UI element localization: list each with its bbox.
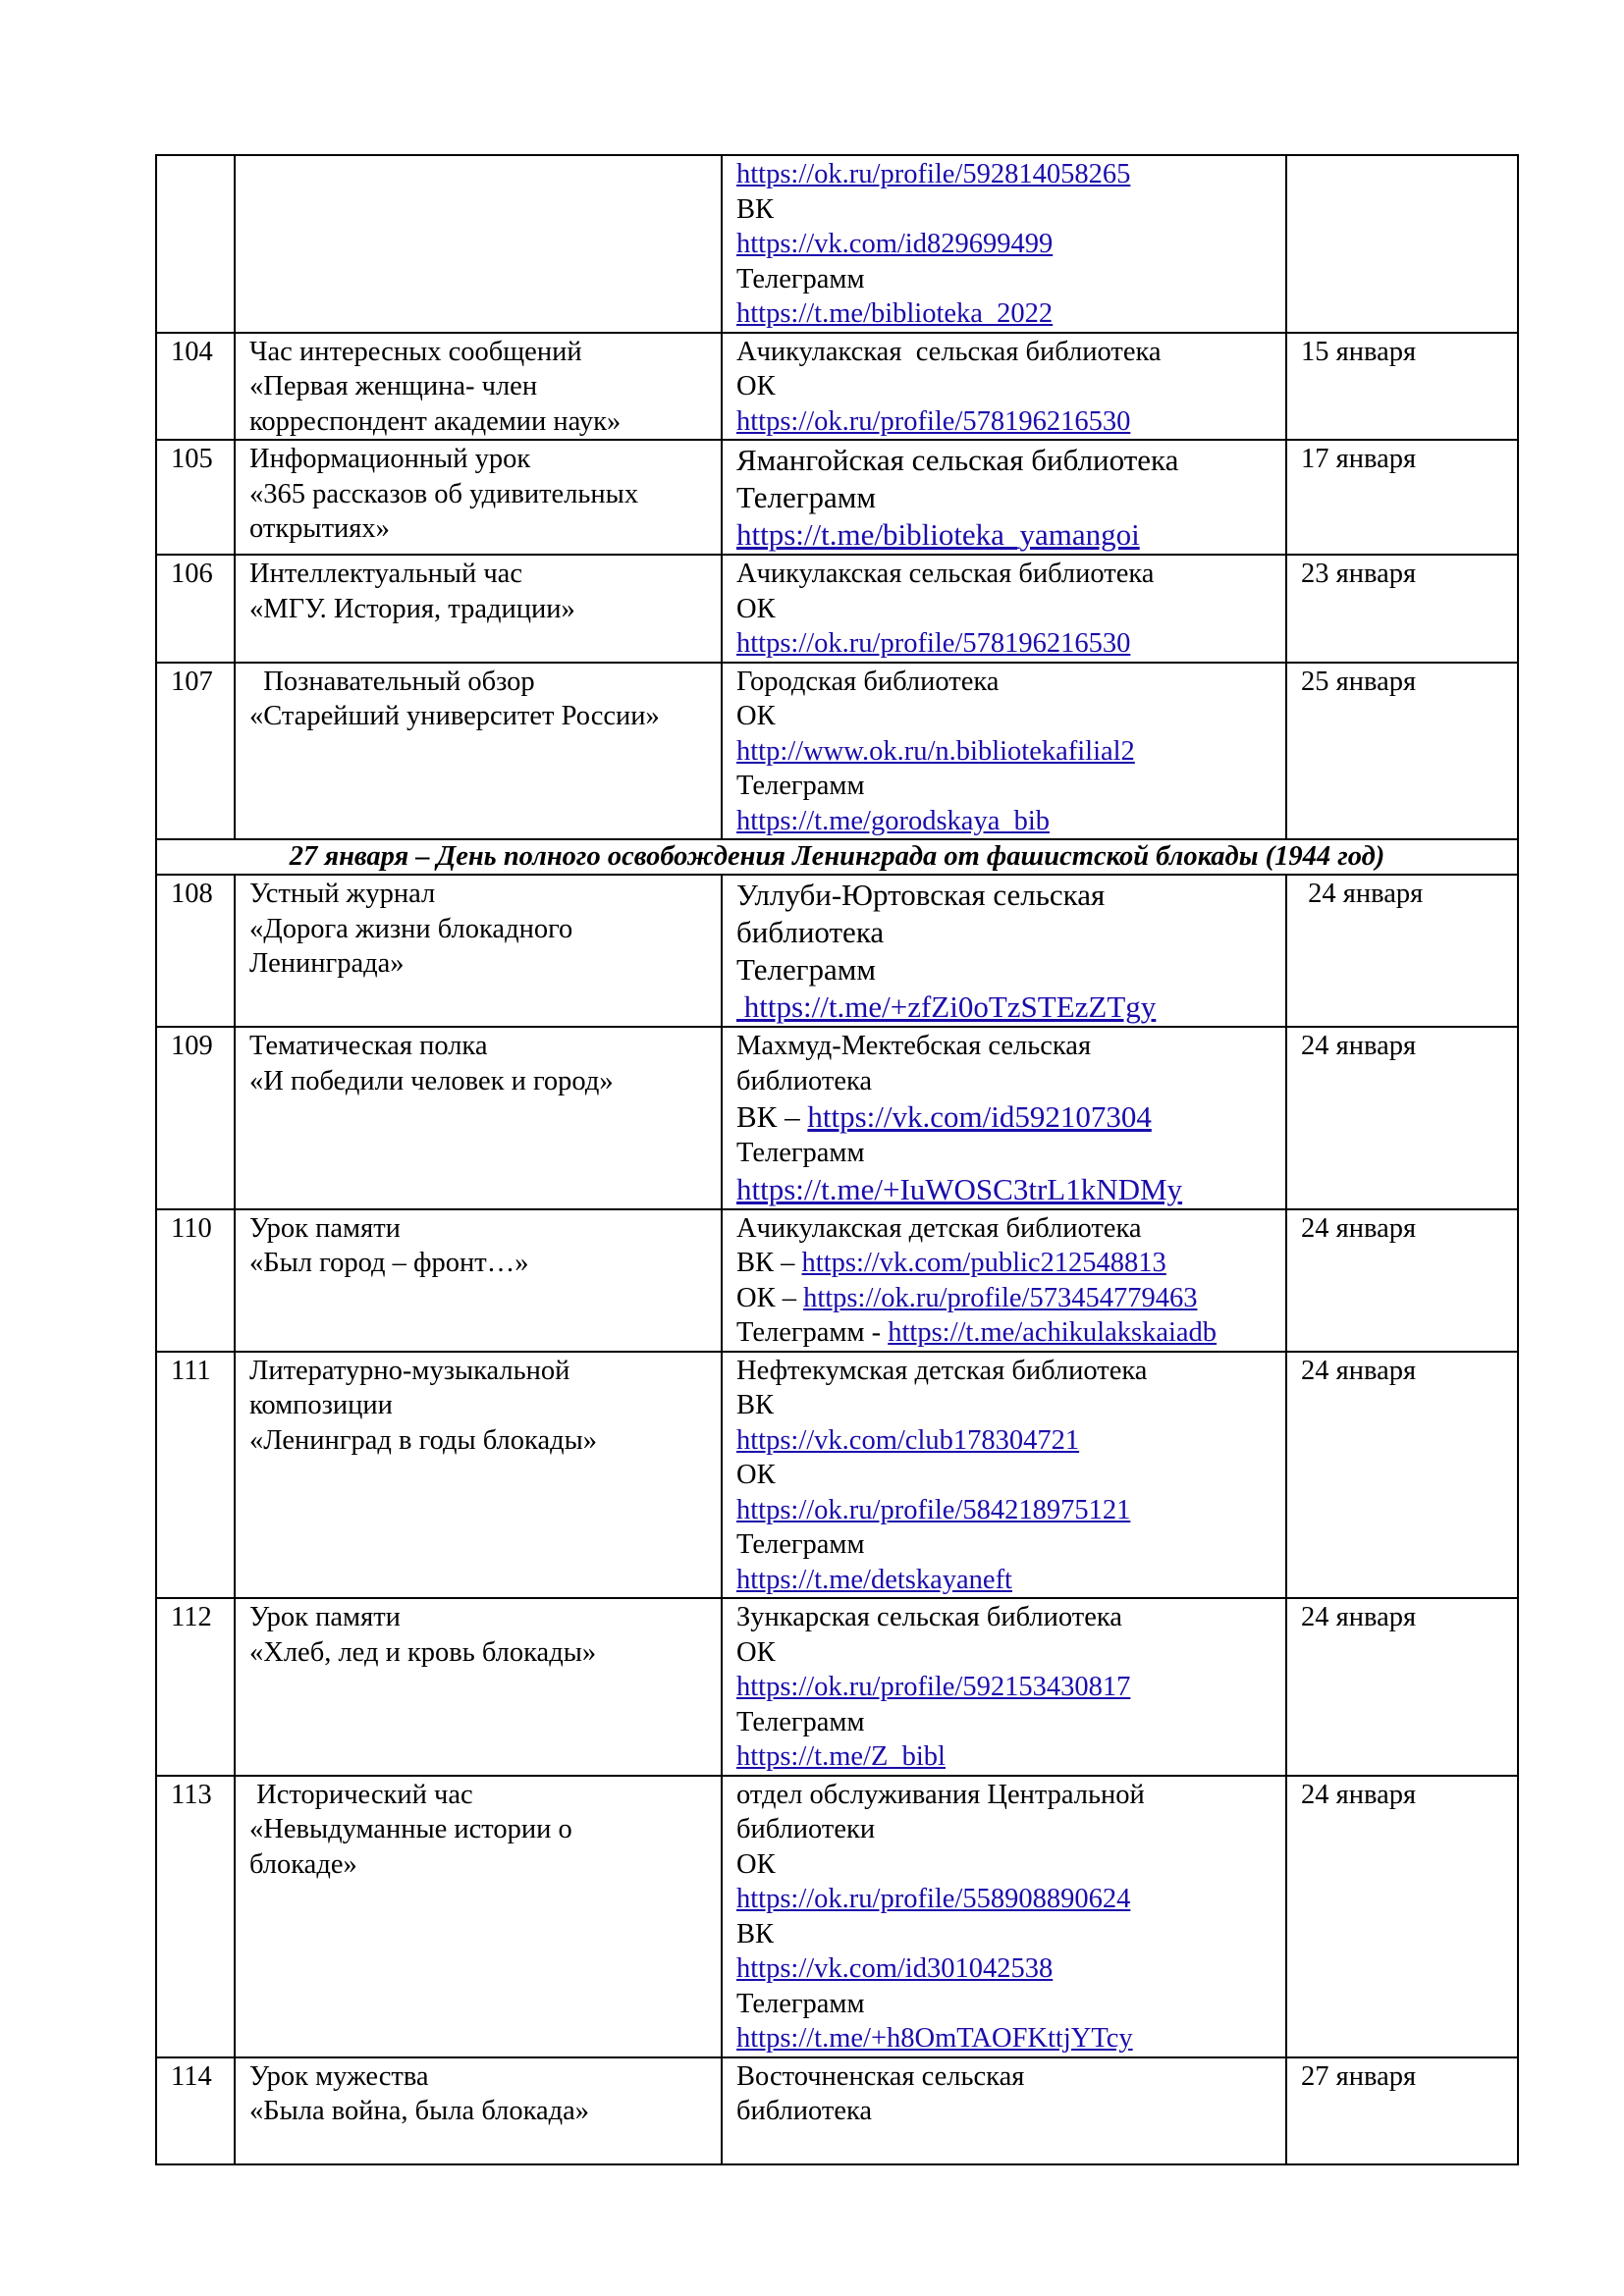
venue-link[interactable]: https://ok.ru/profile/573454779463 (803, 1282, 1198, 1313)
venue-text: Телеграмм (736, 1138, 865, 1168)
venue-line (736, 988, 1275, 1026)
venue-line (736, 516, 1275, 554)
date-cell: 24 января (1286, 1776, 1518, 2057)
venue-link[interactable]: https://ok.ru/profile/578196216530 (736, 628, 1131, 659)
table-row (156, 1598, 1518, 1776)
venue-line (736, 1136, 1275, 1171)
venue-text: Ачикулакская сельская библиотека (736, 559, 1155, 589)
date-cell: 27 января (1286, 2057, 1518, 2164)
venue-line (736, 1064, 1275, 1099)
venue-link[interactable]: https://vk.com/id829699499 (736, 229, 1054, 259)
event-cell (235, 155, 722, 333)
venue-line (736, 951, 1275, 988)
venue-line (736, 626, 1275, 662)
event-line: Познавательный обзор (249, 666, 535, 697)
venue-text: ОК (736, 1848, 776, 1880)
event-cell (235, 1027, 722, 1209)
event-cell (235, 1776, 722, 2057)
venue-text: Телеграмм (736, 952, 876, 987)
row-number: 109 (156, 1027, 235, 1209)
row-number: 104 (156, 333, 235, 441)
venue-link[interactable]: https://ok.ru/profile/578196216530 (736, 405, 1131, 437)
venue-text: Городская библиотека (736, 666, 1000, 697)
venue-text: Телеграмм (736, 1988, 865, 2019)
event-cell (235, 333, 722, 441)
venue-line (736, 557, 1275, 592)
venue-line (736, 1171, 1275, 1208)
venue-line (736, 1812, 1275, 1847)
section-header-row (156, 839, 1518, 875)
venue-line (736, 1493, 1275, 1528)
row-number: 107 (156, 663, 235, 840)
row-number: 114 (156, 2057, 235, 2164)
venue-link[interactable]: https://ok.ru/profile/592153430817 (736, 1672, 1131, 1702)
table-row (156, 1352, 1518, 1599)
venue-line (736, 1423, 1275, 1459)
venue-link[interactable]: https://t.me/gorodskaya_bib (736, 805, 1051, 836)
venue-text: отдел обслуживания Центральной (736, 1779, 1145, 1810)
venue-line (736, 1600, 1275, 1635)
event-line: корреспондент академии наук» (249, 405, 622, 437)
table-row (156, 555, 1518, 663)
venue-line (736, 1987, 1275, 2022)
venue-line (736, 1029, 1275, 1064)
venue-line (736, 227, 1275, 262)
venue-text: Телеграмм (736, 1706, 865, 1737)
event-cell (235, 440, 722, 555)
venue-text: ВК (736, 193, 775, 225)
event-line: Урок мужества (249, 2060, 429, 2092)
event-line: Ленинграда» (249, 948, 405, 979)
venue-link[interactable]: https://vk.com/public212548813 (801, 1248, 1166, 1278)
venue-cell (722, 1598, 1286, 1776)
venue-line (736, 665, 1275, 700)
spacer (736, 2129, 1275, 2163)
table-row (156, 1776, 1518, 2057)
venue-text: Телеграмм (736, 771, 865, 801)
event-line: композиции (249, 1390, 393, 1420)
venue-line (736, 1670, 1275, 1705)
event-line: Литературно-музыкальной (249, 1355, 570, 1386)
venue-line (736, 1354, 1275, 1389)
event-line: «Дорога жизни блокадного (249, 913, 573, 944)
venue-link[interactable]: https://t.me/Z_bibl (736, 1741, 946, 1772)
venue-cell (722, 1027, 1286, 1209)
venue-text: Ачикулакская сельская библиотека (736, 336, 1162, 367)
venue-line (736, 1211, 1275, 1247)
venue-line (736, 1951, 1275, 1987)
venue-cell (722, 2057, 1286, 2164)
venue-text: Уллуби-Юртовская сельская (736, 878, 1106, 912)
venue-link[interactable]: https://ok.ru/profile/584218975121 (736, 1494, 1131, 1525)
venue-cell (722, 333, 1286, 441)
venue-text: библиотека (736, 915, 885, 949)
table-row (156, 2057, 1518, 2164)
venue-link[interactable]: https://t.me/+h8OmTAOFKttjYTcy (736, 2023, 1133, 2054)
event-line: Интеллектуальный час (249, 559, 522, 589)
venue-link[interactable]: https://t.me/achikulakskaiadb (888, 1317, 1218, 1348)
venue-prefix: ВК – (736, 1248, 802, 1278)
venue-line (736, 1917, 1275, 1952)
venue-text: библиотеки (736, 1814, 876, 1844)
event-cell (235, 1598, 722, 1776)
venue-cell (722, 555, 1286, 663)
venue-line (736, 404, 1275, 440)
venue-cell (722, 155, 1286, 333)
schedule-body (156, 155, 1518, 2164)
venue-text: ОК (736, 701, 776, 731)
venue-line (736, 914, 1275, 951)
venue-line (736, 1739, 1275, 1775)
venue-text: Телеграмм (736, 480, 876, 514)
event-line: «365 рассказов об удивительных (249, 478, 639, 509)
row-number: 111 (156, 1352, 235, 1599)
table-row (156, 333, 1518, 441)
table-row (156, 663, 1518, 840)
table-row (156, 1209, 1518, 1352)
event-line: Час интересных сообщений (249, 336, 582, 367)
venue-link[interactable]: https://ok.ru/profile/592814058265 (736, 159, 1131, 189)
venue-line (736, 877, 1275, 914)
table-row (156, 875, 1518, 1027)
venue-line (736, 699, 1275, 734)
event-line: «Хлеб, лед и кровь блокады» (249, 1636, 597, 1668)
venue-link[interactable]: https://vk.com/club178304721 (736, 1424, 1080, 1456)
venue-line (736, 479, 1275, 516)
venue-line (736, 1246, 1275, 1281)
event-line: Тематическая полка (249, 1031, 488, 1061)
venue-link[interactable]: https://t.me/biblioteka_yamangoi (736, 517, 1140, 552)
venue-text: Ачикулакская детская библиотека (736, 1212, 1142, 1244)
venue-text: ВК (736, 1918, 775, 1949)
venue-link[interactable]: https://ok.ru/profile/558908890624 (736, 1884, 1131, 1914)
date-cell (1286, 155, 1518, 333)
table-row (156, 440, 1518, 555)
date-cell: 17 января (1286, 440, 1518, 555)
venue-prefix: Телеграмм - (736, 1317, 889, 1348)
event-line: «И победили человек и город» (249, 1065, 614, 1096)
venue-line (736, 262, 1275, 297)
date-cell: 25 января (1286, 663, 1518, 840)
row-number: 105 (156, 440, 235, 555)
venue-line (736, 192, 1275, 228)
venue-line (736, 734, 1275, 770)
venue-link[interactable]: http://www.ok.ru/n.bibliotekafilial2 (736, 735, 1135, 767)
schedule-table (155, 154, 1519, 2165)
venue-line (736, 1563, 1275, 1598)
date-cell: 24 января (1286, 875, 1518, 1027)
venue-line (736, 2021, 1275, 2056)
venue-link[interactable]: https://vk.com/id592107304 (807, 1099, 1152, 1134)
event-line: Устный журнал (249, 879, 436, 909)
venue-line (736, 1458, 1275, 1493)
venue-text: Нефтекумская детская библиотека (736, 1355, 1148, 1386)
date-cell: 24 января (1286, 1598, 1518, 1776)
date-cell: 23 января (1286, 555, 1518, 663)
venue-link[interactable]: https://vk.com/id301042538 (736, 1953, 1054, 1984)
venue-line (736, 1635, 1275, 1671)
event-cell (235, 1352, 722, 1599)
venue-text: Зункарская сельская библиотека (736, 1602, 1122, 1632)
venue-link[interactable]: https://t.me/biblioteka_2022 (736, 298, 1054, 329)
row-number: 113 (156, 1776, 235, 2057)
venue-cell (722, 1776, 1286, 2057)
venue-line (736, 1281, 1275, 1316)
venue-text: Махмуд-Мектебская сельская (736, 1031, 1092, 1061)
event-cell (235, 875, 722, 1027)
venue-cell (722, 663, 1286, 840)
date-cell: 24 января (1286, 1209, 1518, 1352)
venue-line (736, 1098, 1275, 1136)
event-line: «Первая женщина- член (249, 371, 538, 401)
venue-line (736, 369, 1275, 404)
venue-text: Телеграмм (736, 263, 865, 294)
venue-cell (722, 440, 1286, 555)
table-row (156, 155, 1518, 333)
row-number (156, 155, 235, 333)
venue-line (736, 2094, 1275, 2129)
venue-cell (722, 875, 1286, 1027)
event-cell (235, 555, 722, 663)
venue-line (736, 1527, 1275, 1563)
event-cell (235, 2057, 722, 2164)
venue-text: библиотека (736, 1065, 873, 1096)
section-header: 27 января – День полного освобождения Ленинграда от фашистской блокады (1944 год) (156, 839, 1518, 875)
venue-text: Восточненская сельская (736, 2060, 1025, 2092)
row-number: 106 (156, 555, 235, 663)
venue-text: Ямангойская сельская библиотека (736, 443, 1179, 477)
venue-line (736, 804, 1275, 839)
venue-text: Телеграмм (736, 1529, 865, 1560)
table-row (156, 1027, 1518, 1209)
event-line: «Был город – фронт…» (249, 1248, 529, 1278)
venue-line (736, 592, 1275, 627)
venue-line (736, 2059, 1275, 2095)
event-line: «Ленинград в годы блокады» (249, 1424, 597, 1456)
venue-line (736, 1882, 1275, 1917)
event-line: «Невыдуманные истории о (249, 1814, 572, 1844)
venue-text: библиотека (736, 2096, 873, 2126)
venue-text: ОК (736, 371, 776, 401)
venue-line (736, 157, 1275, 192)
venue-cell (722, 1352, 1286, 1599)
venue-line (736, 1315, 1275, 1351)
venue-link[interactable]: https://t.me/detskayaneft (736, 1564, 1012, 1595)
date-cell: 24 января (1286, 1027, 1518, 1209)
event-cell (235, 1209, 722, 1352)
venue-prefix: ОК – (736, 1282, 804, 1313)
event-line: Урок памяти (249, 1212, 401, 1244)
event-line: Урок памяти (249, 1602, 401, 1632)
venue-text: ОК (736, 1636, 776, 1668)
event-line: «Была война, была блокада» (249, 2096, 590, 2126)
row-number: 110 (156, 1209, 235, 1352)
venue-line (736, 1847, 1275, 1883)
venue-text: ОК (736, 1460, 776, 1490)
venue-line (736, 335, 1275, 370)
event-line: открытиях» (249, 513, 390, 544)
venue-line (736, 1778, 1275, 1813)
event-line: Информационный урок (249, 444, 531, 474)
venue-line (736, 769, 1275, 804)
venue-prefix: ВК – (736, 1099, 808, 1134)
row-number: 112 (156, 1598, 235, 1776)
venue-line (736, 442, 1275, 479)
event-line: «Старейший университет России» (249, 701, 660, 731)
venue-cell (722, 1209, 1286, 1352)
venue-link[interactable]: https://t.me/+IuWOSC3trL1kNDMy (736, 1171, 1183, 1206)
row-number: 108 (156, 875, 235, 1027)
event-line: Исторический час (249, 1779, 473, 1810)
venue-link[interactable]: https://t.me/+zfZi0oTzSTEzZTgy (736, 989, 1157, 1024)
venue-line (736, 1388, 1275, 1423)
date-cell: 24 января (1286, 1352, 1518, 1599)
date-cell: 15 января (1286, 333, 1518, 441)
event-line: «МГУ. История, традиции» (249, 593, 575, 624)
venue-line (736, 1705, 1275, 1740)
event-cell (235, 663, 722, 840)
event-line: блокаде» (249, 1848, 357, 1880)
venue-line (736, 296, 1275, 332)
venue-text: ВК (736, 1390, 775, 1420)
venue-text: ОК (736, 593, 776, 624)
